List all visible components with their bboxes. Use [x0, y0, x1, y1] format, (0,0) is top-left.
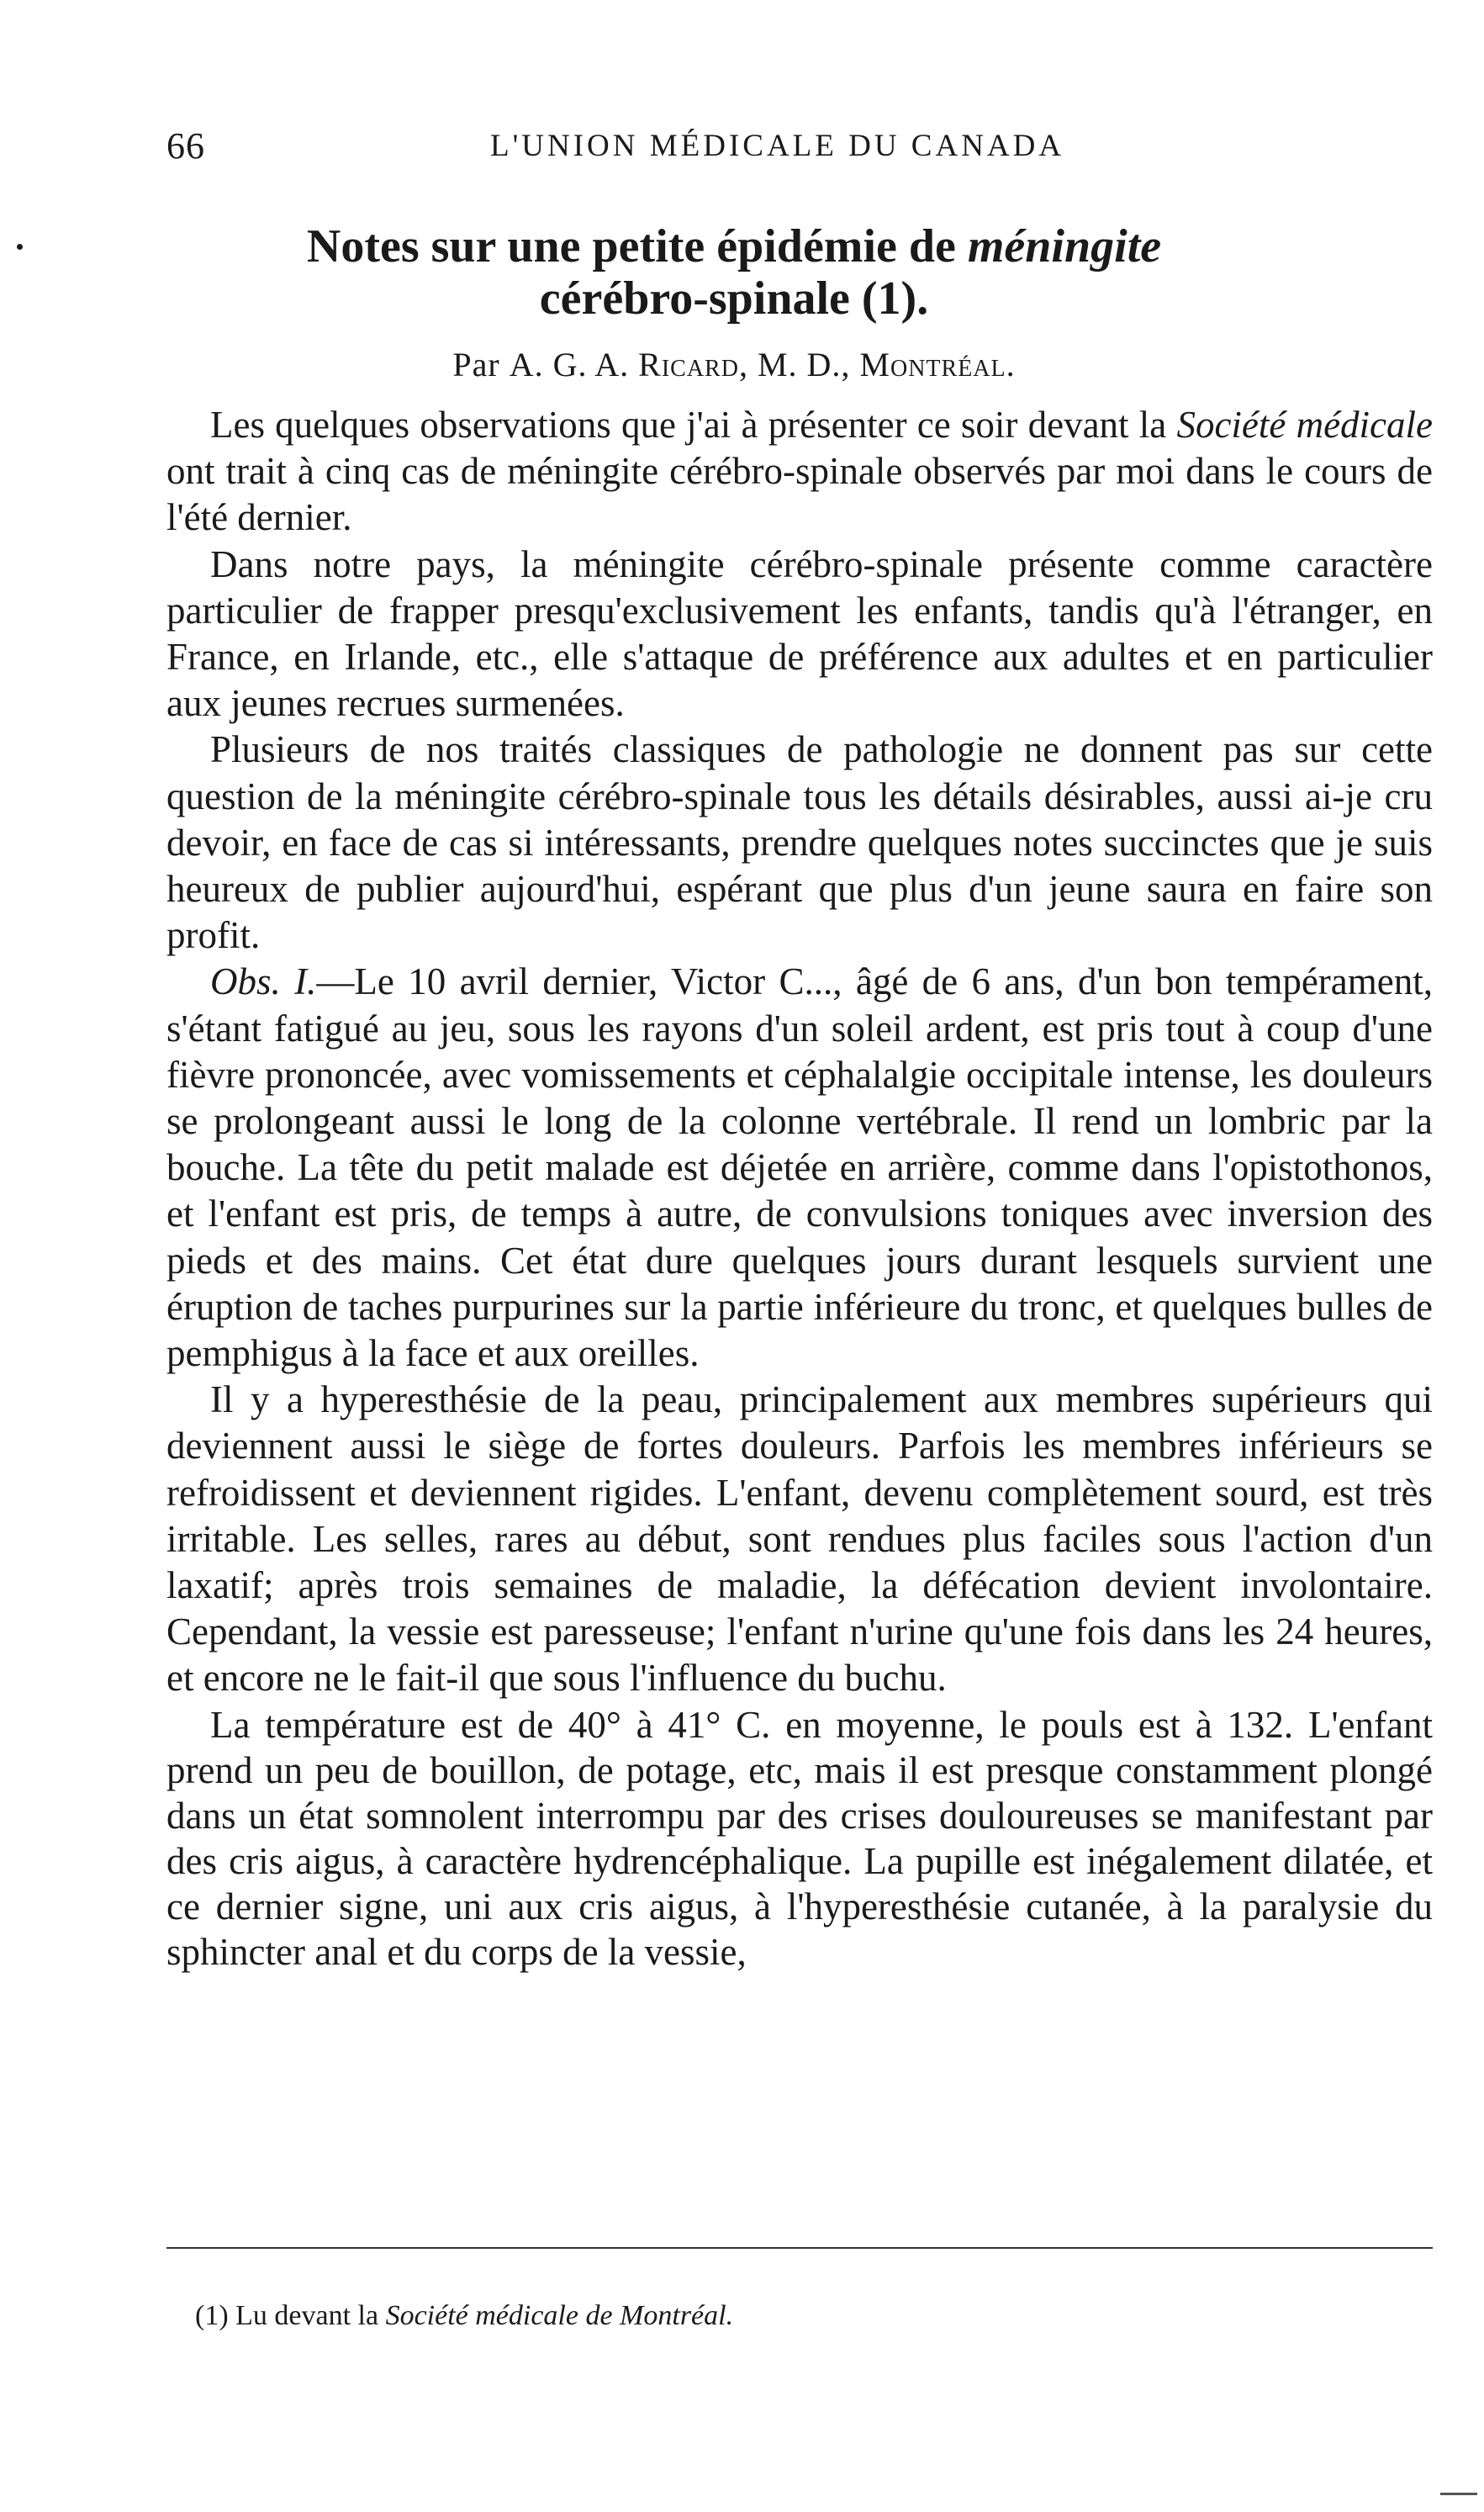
footnote-prefix: (1) Lu devant la [195, 2300, 386, 2331]
title-line1-prefix: Notes sur une petite épidémie de [306, 220, 968, 272]
observation-label: Obs. I. [210, 960, 317, 1003]
p4-rest: —Le 10 avril dernier, Victor C..., âgé de 6 ans, d'un bon tempérament, s'étant fatigué au jeu, sous les rayons d'un soleil ardent, est pris tout à coup d'une fièvre prononcée, avec vomissements et céphalalgie occipitale intense, les douleurs se prolongeant aussi le long de la colonne vertébrale. Il rend un lombric par la bouche. La tête du petit malade est déjetée en arrière, comme dans l'opistothonos, et l'enfant est pris, de temps à autre, de convulsions toniques avec inversion des pieds et des mains. Cet état dure quelques jours durant lesquels survient une éruption de taches purpurines sur la partie inférieure du tronc, et quelques bulles de pemphigus à la face et aux oreilles. [166, 960, 1433, 1375]
footnote [195, 2300, 733, 2332]
paragraph-3: Plusieurs de nos traités classiques de pathologie ne donnent pas sur cette question de la méningite cérébro-spinale tous les détails désirables, aussi ai-je cru devoir, en face de cas si intéressants, prendre quelques notes succinctes que je suis heureux de publier aujourd'hui, espérant que plus d'un jeune saura en faire son profit. [166, 728, 1433, 957]
paragraph-5: Il y a hyperesthésie de la peau, principalement aux membres supérieurs qui deviennent aussi le siège de fortes douleurs. Parfois les membres inférieurs se refroidissent et deviennent rigides. L'enfant, devenu complètement sourd, est très irritable. Les selles, rares au début, sont rendues plus faciles sous l'action d'un laxatif; après trois semaines de maladie, la défécation devient involontaire. Cependant, la vessie est paresseuse; l'enfant n'urine qu'une fois dans les 24 heures, et encore ne le fait-il que sous l'influence du buchu. [166, 1378, 1433, 1700]
byline-prefix: Par [452, 346, 510, 383]
paragraph-1 [166, 402, 1433, 542]
p1-end: ont trait à cinq cas de méningite cérébro-spinale observés par moi dans le cours de l'été dernier. [166, 450, 1433, 539]
paragraph-2: Dans notre pays, la méningite cérébro-spinale présente comme caractère particulier de frapper presqu'exclusivement les enfants, tandis qu'à l'étranger, en France, en Irlande, etc., elle s'attaque de préférence aux adultes et en particulier aux jeunes recrues surmenées. [166, 542, 1433, 725]
footnote-italic: Société médicale de Montréal. [385, 2300, 734, 2331]
article-body [166, 402, 1433, 1975]
footnote-rule [166, 2247, 1433, 2249]
byline-author: A. G. A. Ricard, M. D., Montréal. [509, 346, 1016, 383]
article-title [166, 220, 1302, 325]
paragraph-4 [166, 959, 1433, 1377]
byline [166, 345, 1302, 384]
paragraph-6: La température est de 40° à 41° C. en moyenne, le pouls est à 132. L'enfant prend un peu de bouillon, de potage, etc, mais il est presque constamment plongé dans un état somnolent interrompu par des crises douloureuses se manifestant par des cris aigus, à caractère hydrencéphalique. La pupille est inégalement dilatée, et ce dernier signe, uni aux cris aigus, à l'hyperesthésie cutanée, à la paralysie du sphincter anal et du corps de la vessie, [166, 1703, 1433, 1973]
running-head: L'UNION MÉDICALE DU CANADA [490, 129, 1065, 163]
corner-mark [1440, 2493, 1477, 2507]
p1-italic: Société médicale [1176, 404, 1433, 446]
page-header [166, 124, 1302, 175]
margin-mark [17, 244, 23, 250]
page-number: 66 [166, 125, 205, 167]
title-line1-italic: méningite [967, 220, 1162, 272]
title-line2: cérébro-spinale (1). [539, 272, 929, 325]
p1-start: Les quelques observations que j'ai à présenter ce soir devant la [210, 404, 1177, 446]
